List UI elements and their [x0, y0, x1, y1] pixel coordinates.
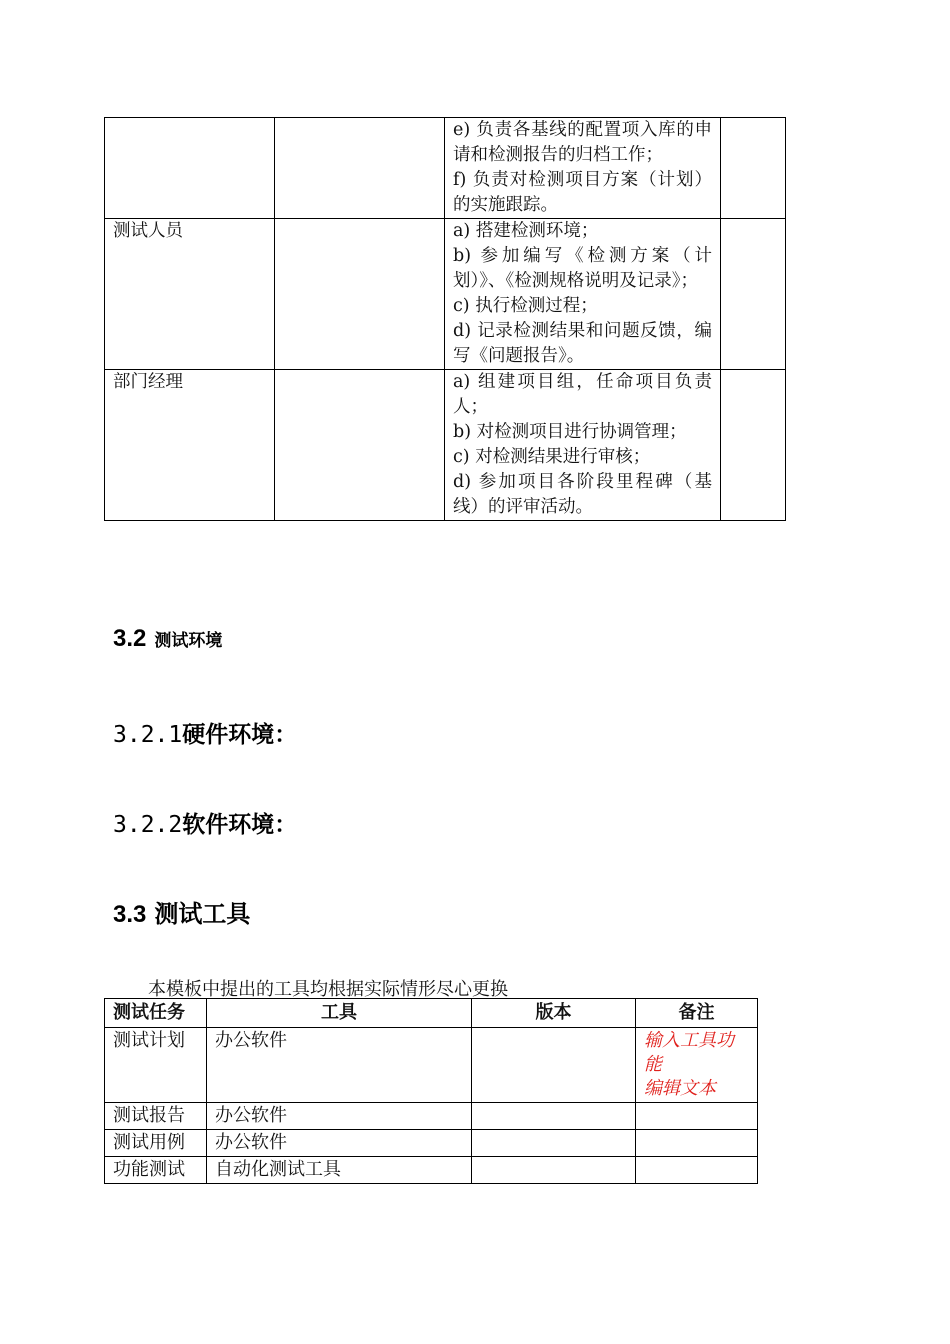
table-header-row — [105, 999, 758, 1028]
duty-item: d) 参加项目各阶段里程碑（基线）的评审活动。 — [453, 472, 712, 517]
role-col2-cell — [275, 118, 445, 219]
version-cell — [472, 1028, 636, 1103]
version-cell — [472, 1103, 636, 1130]
column-header: 测试任务 — [105, 999, 207, 1028]
task-cell: 测试报告 — [105, 1103, 207, 1130]
tool-cell: 自动化测试工具 — [207, 1157, 472, 1184]
duty-item: c) 执行检测过程； — [453, 296, 598, 316]
version-cell — [472, 1157, 636, 1184]
duty-item: c) 对检测结果进行审核； — [453, 447, 651, 467]
duty-item: b) 参加编写《检测方案（计划）》、《检测规格说明及记录》； — [453, 246, 712, 291]
role-cell: 测试人员 — [105, 219, 275, 370]
table-row — [105, 219, 786, 370]
duties-cell — [445, 219, 721, 370]
table-row — [105, 1028, 758, 1103]
duty-item: a) 组建项目组，任命项目负责人； — [453, 372, 712, 417]
tool-cell: 办公软件 — [207, 1103, 472, 1130]
task-cell: 功能测试 — [105, 1157, 207, 1184]
version-cell — [472, 1130, 636, 1157]
heading-number: 3.2.2 — [113, 812, 183, 838]
column-header: 版本 — [472, 999, 636, 1028]
task-cell: 测试用例 — [105, 1130, 207, 1157]
heading-number: 3.2 — [113, 625, 147, 652]
table-row — [105, 1157, 758, 1184]
heading-3-2-1 — [113, 716, 297, 749]
table-row — [105, 370, 786, 521]
note-cell — [636, 1103, 758, 1130]
duties-cell — [445, 118, 721, 219]
tool-cell: 办公软件 — [207, 1130, 472, 1157]
heading-3-2 — [113, 624, 222, 653]
role-col2-cell — [275, 370, 445, 521]
heading-3-3 — [113, 894, 250, 929]
note-cell — [636, 1130, 758, 1157]
table-row — [105, 1103, 758, 1130]
heading-3-2-2 — [113, 806, 297, 839]
roles-table — [104, 117, 786, 521]
duty-item: f) 负责对检测项目方案（计划）的实施跟踪。 — [453, 170, 712, 215]
tools-intro-text: 本模板中提出的工具均根据实际情形尽心更换 — [148, 979, 508, 1000]
heading-title: 测试工具 — [154, 900, 251, 928]
role-col4-cell — [721, 219, 786, 370]
duty-item: a) 搭建检测环境； — [453, 221, 599, 241]
heading-title: 软件环境： — [182, 812, 298, 838]
tools-table — [104, 998, 758, 1184]
heading-title: 硬件环境： — [182, 722, 298, 748]
note-cell — [636, 1157, 758, 1184]
heading-title: 测试环境 — [154, 631, 223, 651]
role-col2-cell — [275, 219, 445, 370]
table-row — [105, 118, 786, 219]
heading-number: 3.2.1 — [113, 722, 183, 748]
role-cell: 部门经理 — [105, 370, 275, 521]
heading-number: 3.3 — [113, 901, 147, 928]
duty-item: e) 负责各基线的配置项入库的申请和检测报告的归档工作； — [453, 120, 712, 165]
duty-item: b) 对检测项目进行协调管理； — [453, 422, 687, 442]
table-row — [105, 1130, 758, 1157]
duty-item: d) 记录检测结果和问题反馈，编写《问题报告》。 — [453, 321, 712, 366]
role-col4-cell — [721, 370, 786, 521]
role-cell — [105, 118, 275, 219]
duties-cell — [445, 370, 721, 521]
tool-cell: 办公软件 — [207, 1028, 472, 1103]
task-cell: 测试计划 — [105, 1028, 207, 1103]
column-header: 工具 — [207, 999, 472, 1028]
note-line: 编辑文本 — [644, 1078, 716, 1099]
note-cell — [636, 1028, 758, 1103]
note-line: 输入工具功能 — [644, 1030, 734, 1075]
column-header: 备注 — [636, 999, 758, 1028]
role-col4-cell — [721, 118, 786, 219]
